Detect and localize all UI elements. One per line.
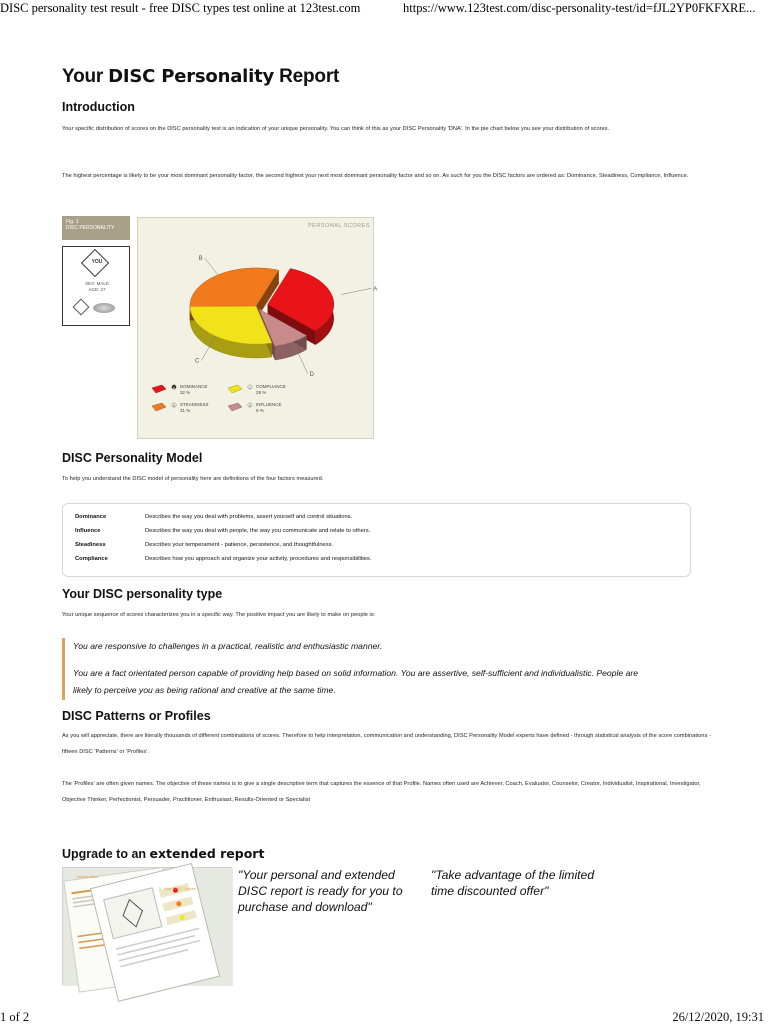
legend-swatch-compliance: [228, 385, 242, 393]
model-term: Compliance: [75, 556, 108, 562]
model-term: Influence: [75, 528, 101, 534]
legend-value: 9 %: [256, 408, 264, 413]
model-row: [75, 542, 675, 554]
preview-heading: Introduction: [77, 874, 98, 879]
legend-name: INFLUENCE: [256, 402, 282, 407]
quote-line: likely to perceive you as being rational and creative at the same time.: [73, 685, 336, 695]
pie-callout-letter: A: [373, 286, 378, 293]
figure-sidebar: [62, 216, 130, 324]
you-label: YOU: [91, 259, 103, 265]
legend-name: STEADINESS: [180, 402, 209, 407]
legend-swatch-influence: [228, 403, 242, 411]
pie-callout-letter: D: [309, 371, 315, 378]
print-page-url[interactable]: https://www.123test.com/disc-personality-test/id=fJL2YP0FKFXRE...: [403, 1, 756, 15]
promo-text-2: [431, 867, 594, 899]
personality-type-intro: Your unique sequence of scores characterizes you in a specific way. The positive impact you are likely to make on people is:: [62, 612, 376, 618]
figure-name: DISC PERSONALITY: [66, 225, 115, 231]
pie-callout-letter: B: [198, 255, 203, 262]
disc-icon: [93, 303, 115, 313]
figure-person-card: [62, 246, 130, 326]
patterns-heading: DISC Patterns or Profiles: [62, 709, 211, 723]
legend-name: COMPLIANCE: [256, 384, 286, 389]
page-title: [62, 66, 339, 88]
legend-swatch-steadiness: [152, 403, 166, 411]
model-definition: Describes the way you deal with problems, assert yourself and control situations.: [145, 514, 353, 520]
preview-title: 2. Your DISC Scores: [159, 886, 196, 891]
model-row: [75, 528, 675, 540]
print-header: [0, 0, 768, 18]
introduction-heading: Introduction: [62, 100, 135, 114]
pie-callout-letter: C: [195, 358, 200, 365]
pie-callout-line: [341, 288, 371, 294]
report-preview-graphic: [63, 868, 233, 986]
print-datetime: 26/12/2020, 19:31: [672, 1010, 764, 1024]
figure-label: [62, 216, 130, 240]
model-term: Steadiness: [75, 542, 106, 548]
badge-icon: [73, 299, 90, 316]
print-footer: [0, 1008, 768, 1024]
page-title-part-3: Report: [274, 66, 340, 87]
personality-quote-block: [62, 638, 702, 700]
legend-letter: C: [248, 386, 252, 390]
page-title-part-1: Your: [62, 66, 109, 87]
quote-line: You are a fact orientated person capable of providing help based on solid information. You are assertive, self-sufficient and individualistic. People are: [73, 668, 638, 678]
introduction-paragraph-2: The highest percentage is likely to be your most dominant personality factor, the second highest your next most dominant personality factor and so on. As such for you the DISC factors are ordered as: Dominance, Steadiness, Compliance, Influence.: [62, 173, 689, 179]
pie-callout-line: [205, 258, 218, 275]
promo-text-1: [238, 867, 403, 915]
model-heading: DISC Personality Model: [62, 451, 203, 465]
legend-letter: D: [248, 404, 252, 408]
patterns-paragraph-2: The 'Profiles' are often given names. The objective of these names is to give a single descriptive term that captures the essence of that Profile. Names often used are Achiever, Coach, Evaluator, Counselor, Creator, Individualist, Inspirational, Investigator, Objective Thinker, Perfectionist, Persuader, Practitioner, Enthusiast, Results-Oriented or Specialist: [62, 781, 701, 803]
figure-number: Fig. 1: [66, 219, 79, 225]
model-definitions-box: [62, 503, 691, 577]
model-definition: Describes how you approach and organize your activity, procedures and responsibilities.: [145, 556, 372, 562]
model-row: [75, 556, 675, 568]
promo-2-line: time discounted offer": [431, 884, 549, 898]
promo-2-line: "Take advantage of the limited: [431, 868, 595, 882]
sex-label: SEX: MALE: [85, 281, 109, 286]
personality-type-heading: Your DISC personality type: [62, 587, 223, 601]
patterns-paragraph-1: As you will appreciate, there are literally thousands of different combinations of scores. Therefore to help interpretation, communication and understanding, DISC Personality Model experts have defined - through statistical analysis of the score combinations - fifteen DISC 'Patterns' or 'Profiles'.: [62, 733, 711, 755]
quote-line: You are responsive to challenges in a practical, realistic and enthusiastic manner.: [73, 641, 383, 651]
age-label: AGE: 27: [88, 287, 106, 292]
promo-1-line: purchase and download": [238, 900, 372, 914]
promo-1-line: "Your personal and extended: [238, 868, 395, 882]
pie-chart-title: PERSONAL SCORES: [307, 223, 370, 229]
sex-age-info: [63, 281, 131, 293]
legend-name: DOMINANCE: [180, 384, 208, 389]
introduction-paragraph-1: Your specific distribution of scores on the DISC personality test is an indication of your unique personality. You can think of this as your DISC Personality 'DNA'. In the pie chart below you see your distribution of scores.: [62, 126, 610, 132]
model-term: Dominance: [75, 514, 107, 520]
legend-value: 29 %: [256, 390, 267, 395]
upgrade-heading-a: Upgrade to an: [62, 847, 150, 861]
model-intro: To help you understand the DISC model of personality here are definitions of the four factors measured.: [62, 476, 324, 482]
legend-letter: A: [172, 386, 176, 390]
upgrade-heading-b[interactable]: extended report: [149, 846, 265, 861]
legend-letter: B: [172, 404, 176, 408]
model-definition: Describes your temperament - patience, persistence, and thoughtfulness.: [145, 542, 334, 548]
extended-report-preview-image[interactable]: [62, 867, 232, 985]
print-page-title: DISC personality test result - free DISC types test online at 123test.com: [0, 1, 361, 15]
upgrade-heading: [62, 846, 264, 861]
model-row: [75, 514, 675, 526]
legend-value: 31 %: [180, 408, 191, 413]
model-definition: Describes the way you deal with people, the way you communicate and relate to others.: [145, 528, 371, 534]
pie-chart-panel: [137, 217, 378, 439]
legend-value: 32 %: [180, 390, 191, 395]
page-title-part-2: DISC Personality: [108, 66, 275, 87]
print-page-number: 1 of 2: [0, 1010, 30, 1024]
legend-swatch-dominance: [152, 385, 166, 393]
promo-1-line: DISC report is ready for you to: [238, 884, 403, 898]
pie-chart: [138, 218, 378, 440]
